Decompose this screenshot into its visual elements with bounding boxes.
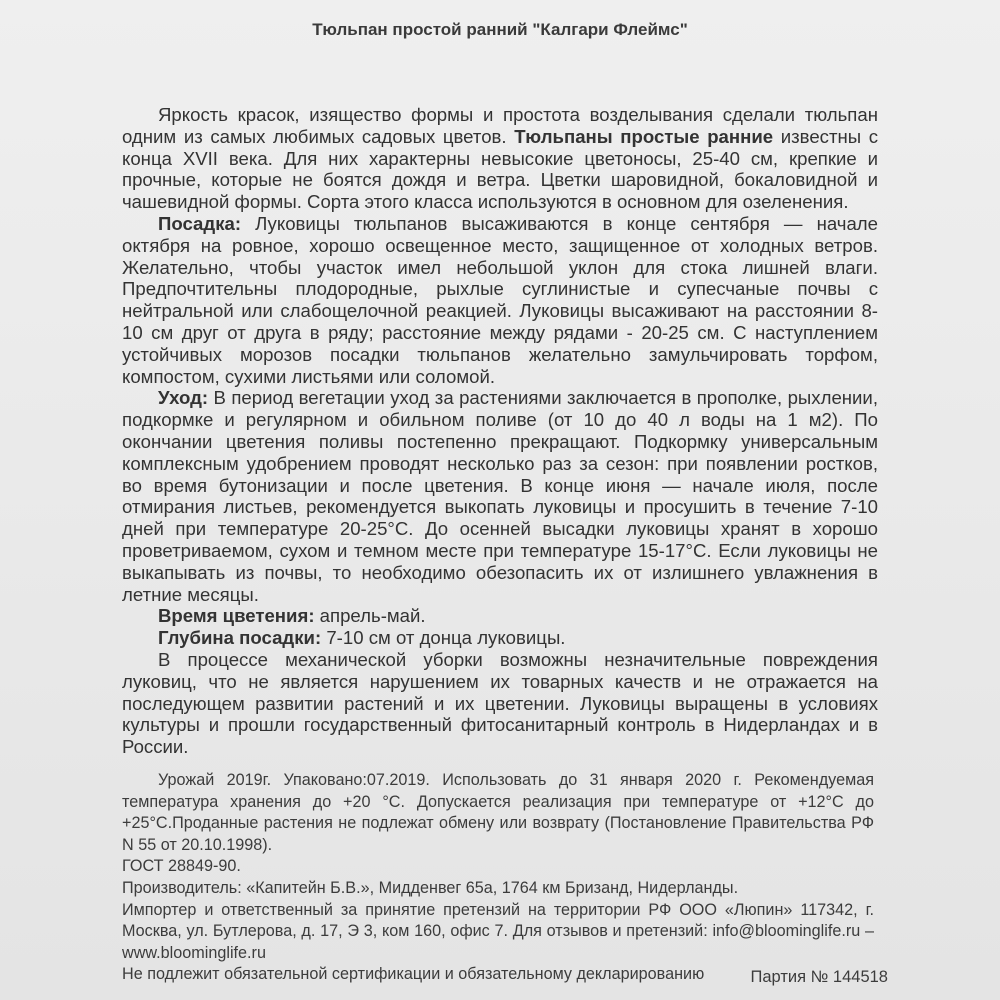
planting-label: Посадка: [158, 212, 242, 234]
care-paragraph [122, 387, 878, 605]
planting-text: Луковицы тюльпанов высаживаются в конце сентября — начале октября на ровное, хорошо освещенное место, защищенное от холодных ветров. Желательно, чтобы участок имел небольшой уклон для стока лишней влаги. Предпочтительны плодородные, рыхлые суглинистые и супесчаные почвы с нейтральной или слабощелочной реакцией. Луковицы высаживают на расстоянии 8-10 см друг от друга в ряду; расстояние между рядами - 20-25 см. С наступлением устойчивых морозов посадки тюльпанов желательно замульчировать торфом, компостом, сухими листьями или соломой. [122, 212, 878, 387]
intro-bold-class: Тюльпаны простые ранние [514, 125, 774, 147]
gost-standard: ГОСТ 28849-90. [122, 857, 241, 876]
importer-info: Импортер и ответственный за принятие претензий на территории РФ ООО «Люпин» 117342, г. Москва, ул. Бутлерова, д. 17, Э 3, ком 160, офис 7. Для отзывов и претензий: info@bloominglife.ru – www.bloominglife.ru [122, 900, 874, 962]
care-text: В период вегетации уход за растениями заключается в прополке, рыхлении, подкормке и регулярном и обильном поливе (от 10 до 40 л воды на 1 м2). По окончании цветения поливы постепенно прекращают. Подкормку универсальным комплексным удобрением проводят несколько раз за сезон: при появлении ростков, во время бутонизации и после цветения. В конце июня — начале июля, после отмирания листьев, рекомендуется выкопать луковицы и просушить в течение 7-10 дней при температуре 20-25°С. До осенней высадки луковицы хранят в хорошо проветриваемом, сухом и темном месте при температуре 15-17°С. Если луковицы не выкапывать из почвы, то необходимо обезопасить их от излишнего увлажнения в летние месяцы. [122, 387, 878, 605]
footer-block [122, 770, 874, 986]
planting-paragraph [122, 213, 878, 387]
bloom-text: апрель-май. [314, 605, 426, 627]
intro-text-end: известны с конца XVII века. Для них характерны невысокие цветоносы, 25-40 см, крепкие и прочные, которые не боятся дождя и ветра. Цветки шаровидной, бокаловидной и чашевидной формы. Сорта этого класса используются в основном для озеленения. [122, 125, 878, 213]
batch-number: Партия № 144518 [750, 968, 888, 986]
product-title: Тюльпан простой ранний "Калгари Флеймс" [312, 20, 688, 39]
depth-paragraph [122, 627, 878, 649]
depth-label: Глубина посадки: [158, 627, 322, 649]
damage-note-paragraph: В процессе механической уборки возможны незначительные повреждения луковиц, что не является нарушением их товарных качеств и не отражается на последующем развитии растений и их цветении. Луковицы выращены в условиях культуры и прошли государственный фитосанитарный контроль в Нидерландах и в России. [122, 648, 878, 758]
manufacturer-info: Производитель: «Капитейн Б.В.», Мидденвег 65а, 1764 км Бризанд, Нидерланды. [122, 878, 739, 897]
care-label: Уход: [158, 387, 209, 409]
bloom-label: Время цветения: [158, 605, 315, 627]
certification-note: Не подлежит обязательной сертификации и обязательному декларированию [122, 965, 705, 984]
depth-text: 7-10 см от донца луковицы. [321, 627, 566, 649]
intro-paragraph [122, 104, 878, 213]
description-block [122, 104, 878, 758]
bloom-paragraph [122, 605, 878, 627]
intro-text-start: Яркость красок, изящество формы и простота возделывания сделали тюльпан одним из самых любимых садовых цветов. [122, 104, 878, 147]
storage-info: Урожай 2019г. Упаковано:07.2019. Использовать до 31 января 2020 г. Рекомендуемая температура хранения до +20 °С. Допускается реализация при температуре от +12°С до +25°С.Проданные растения не подлежат обмену или возврату (Постановление Правительства РФ N 55 от 20.10.1998). [122, 771, 874, 854]
